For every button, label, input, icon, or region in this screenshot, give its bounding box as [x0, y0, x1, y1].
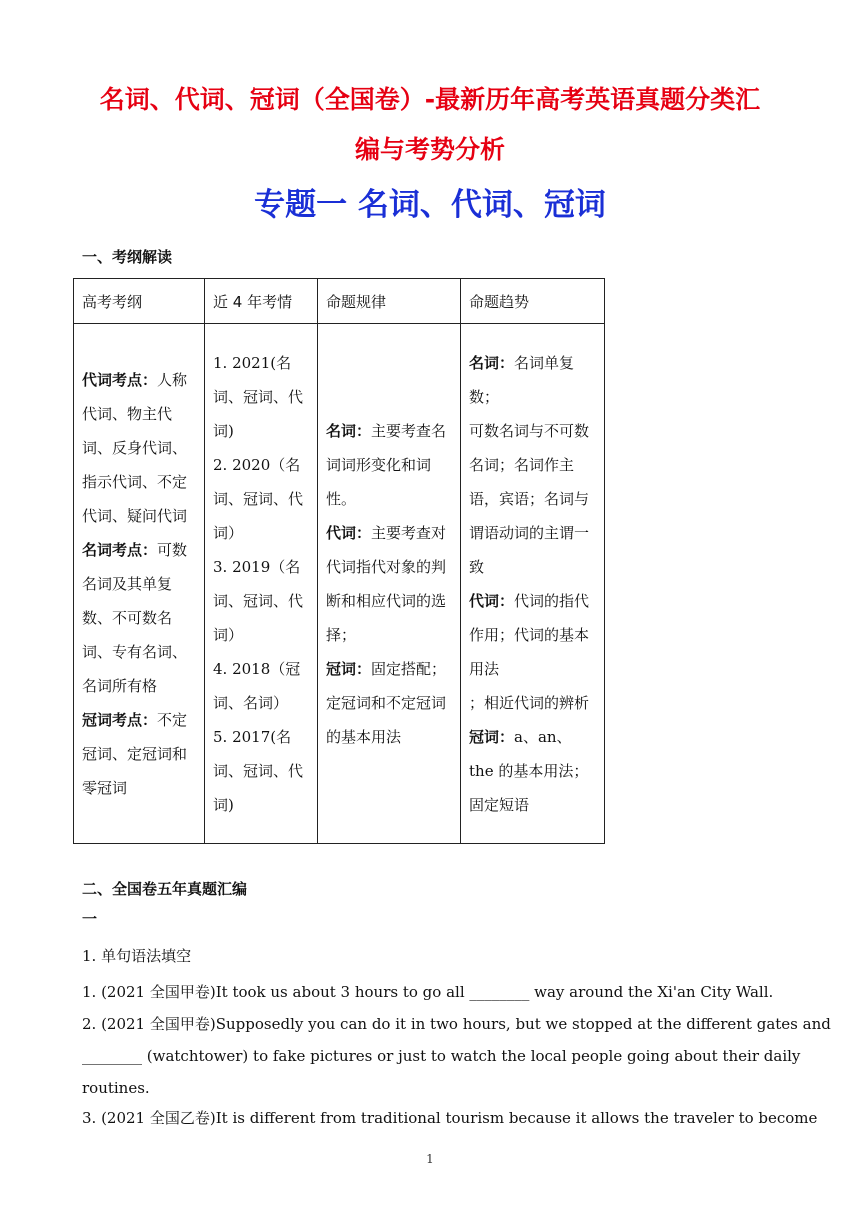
question-line: routines. [82, 1079, 150, 1097]
history-item: 2. 2020（名词、冠词、代词） [213, 455, 304, 542]
table-header-cell: 命题趋势 [461, 279, 605, 324]
table-header-cell: 命题规律 [318, 279, 461, 324]
pattern-label: 冠词： [326, 659, 372, 678]
question-line: 3. (2021 全国乙卷)It is different from traditional tourism because it allows the traveler to become [82, 1109, 818, 1127]
doc-subtitle: 专题一 名词、代词、冠词 [254, 187, 606, 223]
trend-text: ；相近代词的辨析 [469, 693, 590, 712]
point-text: 可数名词及其单复数、不可数名词、专有名词、名词所有格 [82, 540, 188, 695]
question-line: 2. (2021 全国甲卷)Supposedly you can do it in two hours, but we stopped at the different gates and [82, 1015, 831, 1033]
history-item: 4. 2018（冠词、名词） [213, 659, 301, 712]
pattern-label: 代词： [326, 523, 372, 542]
section-heading-exams: 二、全国卷五年真题汇编 [82, 880, 248, 898]
trend-text: 可数名词与不可数名词；名词作主语，宾语；名词与谓语动词的主谓一致 [469, 421, 590, 576]
pattern-text: 固定搭配；定冠词和不定冠词的基本用法 [326, 659, 447, 746]
section-heading-outline: 一、考纲解读 [82, 248, 173, 266]
doc-title-line2: 编与考势分析 [354, 135, 505, 164]
point-label: 代词考点： [82, 370, 158, 389]
page-number: 1 [426, 1152, 434, 1166]
history-item: 3. 2019（名词、冠词、代词） [213, 557, 304, 644]
trend-cell [461, 324, 605, 844]
outline-table [73, 278, 605, 844]
point-text: 不定冠词、定冠词和零冠词 [82, 710, 188, 797]
point-label: 冠词考点： [82, 710, 158, 729]
pattern-label: 名词： [326, 421, 372, 440]
trend-label: 名词： [469, 353, 515, 372]
outline-cell [74, 324, 205, 844]
trend-text: 名词单复数； [469, 353, 575, 406]
point-label: 名词考点： [82, 540, 158, 559]
trend-text: a、an、the 的基本用法；固定短语 [469, 727, 589, 814]
question-line: 1. (2021 全国甲卷)It took us about 3 hours to go all ________ way around the Xi'an City Wall. [82, 983, 774, 1001]
trend-label: 代词： [469, 591, 515, 610]
pattern-cell [318, 324, 461, 844]
question-heading: 1. 单句语法填空 [82, 947, 192, 965]
trend-label: 冠词： [469, 727, 515, 746]
trend-text: 代词的指代作用；代词的基本用法 [469, 591, 590, 678]
pattern-text: 主要考查对代词指代对象的判断和相应代词的选择； [326, 523, 447, 644]
point-text: 人称代词、物主代词、反身代词、指示代词、不定代词、疑问代词 [82, 370, 188, 525]
question-line: ________ (watchtower) to fake pictures or just to watch the local people going about their daily [82, 1047, 801, 1065]
history-item: 5. 2017(名词、冠词、代词) [213, 727, 304, 814]
history-cell [205, 324, 318, 844]
history-item: 1. 2021(名词、冠词、代词) [213, 353, 304, 440]
table-header-cell: 近 4 年考情 [205, 279, 318, 324]
pattern-text: 主要考查名词词形变化和词性。 [326, 421, 447, 508]
table-header-row [74, 279, 605, 324]
section-subheading: 一 [82, 910, 98, 928]
table-header-cell: 高考考纲 [74, 279, 205, 324]
table-body-row [74, 324, 605, 844]
doc-title-line1: 名词、代词、冠词（全国卷）-最新历年高考英语真题分类汇 [99, 85, 761, 114]
